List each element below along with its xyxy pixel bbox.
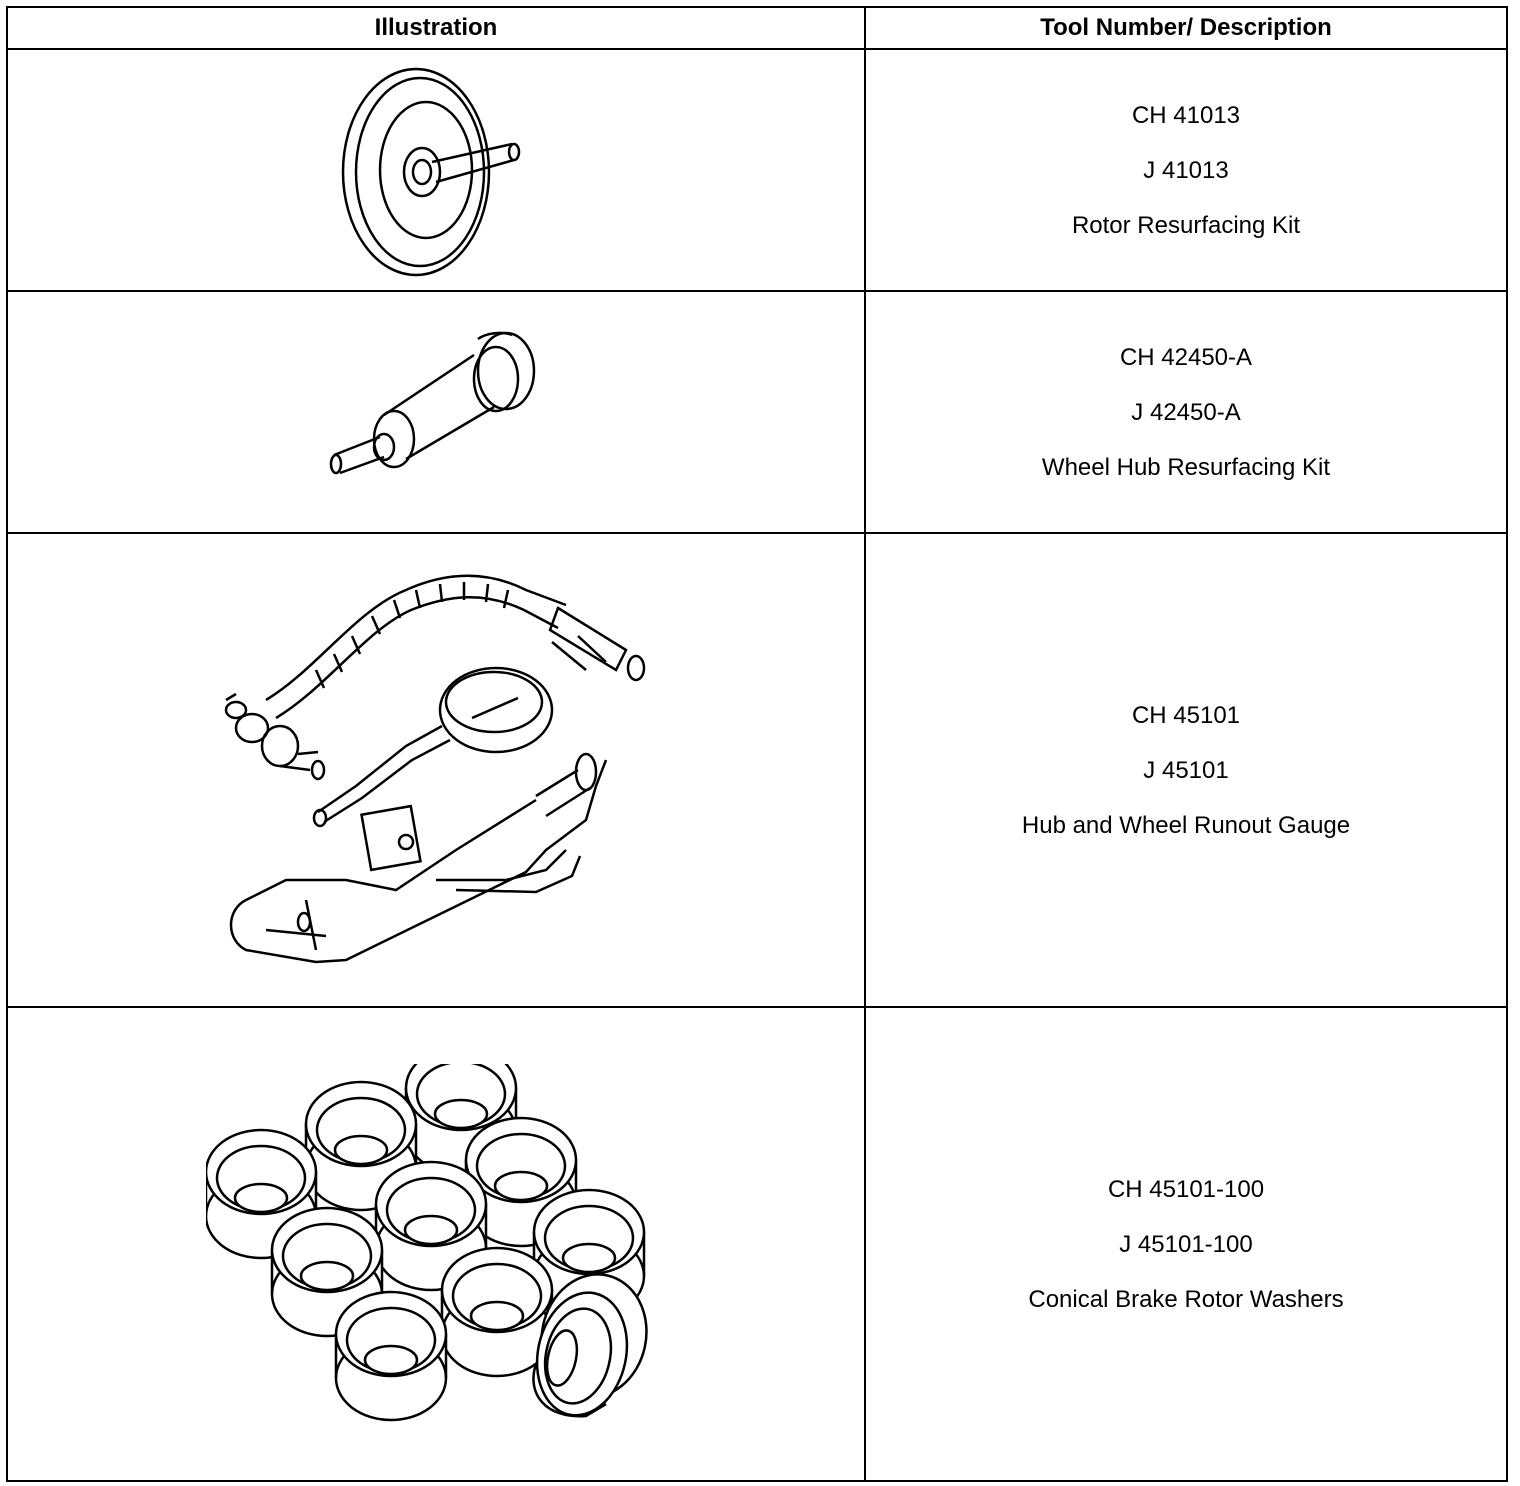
table-row — [7, 1007, 1507, 1481]
table-row — [7, 291, 1507, 533]
tool-description: Hub and Wheel Runout Gauge — [1021, 811, 1351, 839]
j-tool-number: J 45101-100 — [1119, 1230, 1253, 1258]
j-tool-number: J 42450-A — [1131, 398, 1241, 426]
table-row — [7, 533, 1507, 1007]
illustration-cell — [7, 533, 865, 1007]
washer — [336, 1292, 446, 1420]
tool-description-cell — [865, 533, 1507, 1007]
illustration-column-header: Illustration — [7, 7, 865, 49]
tool-description: Conical Brake Rotor Washers — [1028, 1285, 1344, 1313]
tool-description: Rotor Resurfacing Kit — [1071, 211, 1301, 239]
tool-description-cell — [865, 49, 1507, 291]
j-tool-number: J 41013 — [1143, 156, 1229, 184]
tool-description: Wheel Hub Resurfacing Kit — [1041, 453, 1331, 481]
j-tool-number: J 45101 — [1143, 756, 1229, 784]
ch-tool-number: CH 45101 — [1131, 701, 1241, 729]
tool-description-cell — [865, 1007, 1507, 1481]
ch-tool-number: CH 42450-A — [1119, 343, 1253, 371]
special-tools-table — [6, 6, 1508, 1482]
table-header-row — [7, 7, 1507, 49]
illustration-cell — [7, 1007, 865, 1481]
ch-tool-number: CH 41013 — [1131, 101, 1241, 129]
tool-column-header: Tool Number/ Description — [865, 7, 1507, 49]
runout-gauge-icon — [206, 550, 666, 990]
dial-gauge-face — [440, 668, 552, 752]
ch-tool-number: CH 45101-100 — [1107, 1175, 1265, 1203]
illustration-cell — [7, 291, 865, 533]
rotor-resurfacing-kit-icon — [336, 60, 536, 280]
table-row — [7, 49, 1507, 291]
wheel-hub-resurfacing-kit-icon — [326, 327, 546, 497]
washer — [442, 1248, 552, 1376]
tool-description-cell — [865, 291, 1507, 533]
illustration-cell — [7, 49, 865, 291]
conical-washers-icon — [206, 1064, 666, 1424]
